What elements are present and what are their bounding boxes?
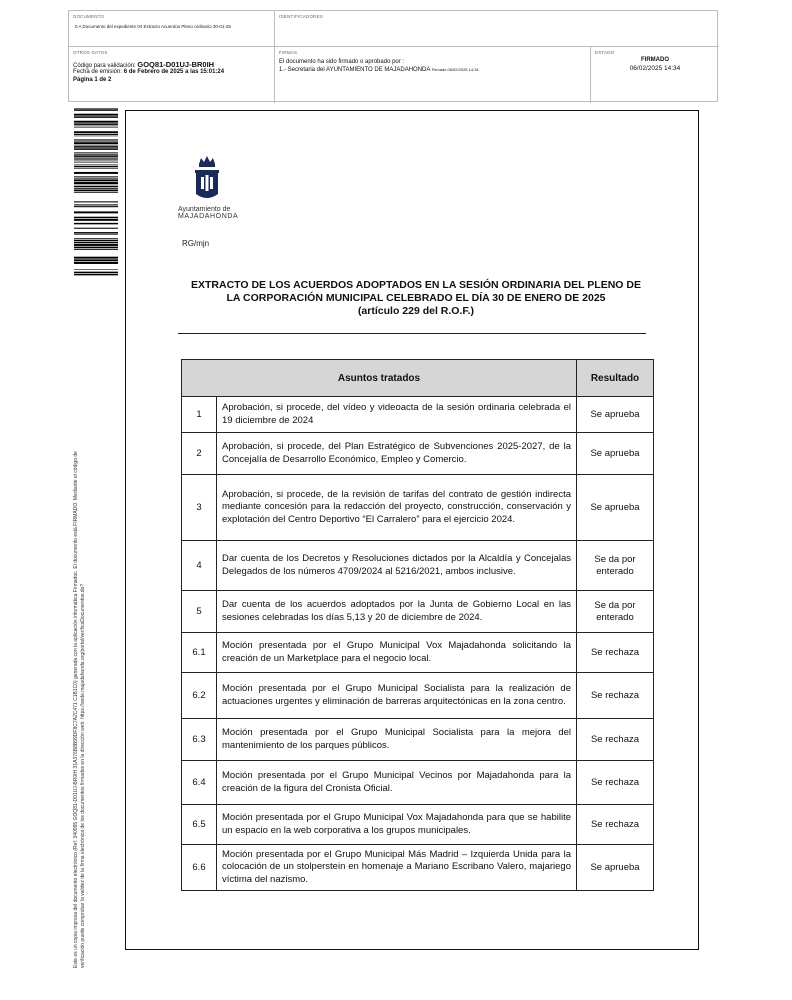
estado-value: FIRMADO (641, 57, 669, 63)
row-result: Se rechaza (577, 761, 654, 805)
row-number: 6.2 (182, 673, 217, 719)
title-line1: EXTRACTO DE LOS ACUERDOS ADOPTADOS EN LA SESIÓN ORDINARIA DEL PLENO DE (191, 279, 641, 291)
side-text-line2: verificación puede comprobar la validez de la firma electrónica de los documentos firmados en la dirección web: https://sede.majadahonda.org/portal/verificaDocumentos.do? (80, 583, 86, 968)
row-description: Aprobación, si procede, del Plan Estratégico de Subvenciones 2025-2027, de la Concejalía de Desarrollo Económico, Empleo y Comercio. (217, 433, 577, 475)
row-result: Se aprueba (577, 433, 654, 475)
col-asuntos-header: Asuntos tratados (182, 360, 577, 397)
row-result: Se rechaza (577, 633, 654, 673)
row-description: Moción presentada por el Grupo Municipal Socialista para la mejora del mantenimiento de los parques públicos. (217, 719, 577, 761)
fecha-value: 6 de Febrero de 2025 a las 15:01:24 (123, 69, 225, 75)
pagina-indicator: Página 1 de 2 (73, 77, 112, 83)
table-header-row (182, 360, 654, 397)
documento-value: 0 A Documento del expediente 04 Extracto Acuerdos Pleno ordinario 30-01-25 (75, 24, 231, 29)
logo-text-line1: Ayuntamiento de (178, 206, 231, 213)
table-row (182, 475, 654, 541)
row-description: Dar cuenta de los acuerdos adoptados por la Junta de Gobierno Local en las sesiones celebradas los días 5,13 y 20 de diciembre de 2024. (217, 591, 577, 633)
estado-cell (591, 47, 719, 103)
codigo-validacion (73, 60, 214, 69)
table-row (182, 541, 654, 591)
row-description: Moción presentada por el Grupo Municipal Vox Majadahonda solicitando la creación de un Marketplace para el negocio local. (217, 633, 577, 673)
barcode-image (74, 108, 118, 276)
table-row (182, 433, 654, 475)
identificadores-label: IDENTIFICADORES (279, 14, 324, 19)
side-verification-text (73, 451, 87, 968)
title-divider (178, 333, 646, 334)
row-result: Se aprueba (577, 845, 654, 891)
signature-header (68, 10, 718, 102)
document-title (176, 279, 656, 318)
document-page (125, 110, 699, 950)
firmas-intro: El documento ha sido firmado o aprobado por : (279, 59, 405, 65)
table-row (182, 761, 654, 805)
documento-label: DOCUMENTO (73, 14, 105, 19)
row-number: 3 (182, 475, 217, 541)
row-description: Dar cuenta de los Decretos y Resoluciones dictados por la Alcaldía y Concejalas Delegados de los números 4709/2024 al 5216/2021, ambos inclusive. (217, 541, 577, 591)
row-result: Se aprueba (577, 475, 654, 541)
row-result: Se da por enterado (577, 541, 654, 591)
firmante (279, 67, 479, 73)
fecha-label: Fecha de emisión: (73, 69, 123, 75)
row-result: Se rechaza (577, 673, 654, 719)
table-row (182, 719, 654, 761)
row-description: Aprobación, si procede, de la revisión de tarifas del contrato de gestión indirecta mediante concesión para la redacción del proyecto, construcción, conservación y explotación del Centro Deportivo “El Carralero” para el ejercicio 2024. (217, 475, 577, 541)
otros-datos-label: OTROS DATOS (73, 50, 108, 55)
estado-label: ESTADO (595, 50, 615, 55)
codigo-value: GOQ81-D01UJ-BR0IH (137, 60, 215, 69)
firmas-cell (275, 47, 591, 103)
row-description: Moción presentada por el Grupo Municipal Vecinos por Majadahonda para la creación de la figura del Cronista Oficial. (217, 761, 577, 805)
row-number: 6.5 (182, 805, 217, 845)
row-number: 1 (182, 397, 217, 433)
row-description: Moción presentada por el Grupo Municipal Más Madrid – Izquierda Unida para la colocación de un stolperstein en homenaje a Mariano Escribano Valero, majariego víctima del nazismo. (217, 845, 577, 891)
row-number: 2 (182, 433, 217, 475)
fecha-emision (73, 69, 224, 75)
table-row (182, 397, 654, 433)
title-line2: LA CORPORACIÓN MUNICIPAL CELEBRADO EL DÍA 30 DE ENERO DE 2025 (226, 292, 606, 304)
row-description: Aprobación, si procede, del vídeo y videoacta de la sesión ordinaria celebrada el 19 diciembre de 2024 (217, 397, 577, 433)
table-row (182, 845, 654, 891)
municipality-logo (178, 156, 246, 220)
row-number: 4 (182, 541, 217, 591)
identificadores-cell (275, 11, 719, 47)
title-line3: (artículo 229 del R.O.F.) (357, 305, 475, 317)
documento-cell (69, 11, 275, 47)
otros-datos-cell (69, 47, 275, 103)
firmante-fecha: Firmado 06/02/2025 14:34 (431, 67, 479, 72)
firmas-label: FIRMAS (279, 50, 298, 55)
logo-text-line2: MAJADAHONDA (178, 213, 239, 220)
table-row (182, 805, 654, 845)
codigo-label: Código para validación: (73, 63, 136, 69)
document-reference: RG/mjn (182, 239, 210, 248)
row-description: Moción presentada por el Grupo Municipal Vox Majadahonda para que se habilite un espacio en la web corporativa a los grupos municipales. (217, 805, 577, 845)
crown-tower-icon (192, 156, 222, 204)
row-result: Se rechaza (577, 719, 654, 761)
row-result: Se aprueba (577, 397, 654, 433)
row-number: 5 (182, 591, 217, 633)
row-description: Moción presentada por el Grupo Municipal Socialista para la realización de actuaciones urgentes y eliminación de barreras arquitectónicas en la zona centro. (217, 673, 577, 719)
row-number: 6.4 (182, 761, 217, 805)
row-number: 6.6 (182, 845, 217, 891)
row-number: 6.3 (182, 719, 217, 761)
side-text-line1: Este es un copia impresa del documento electrónico (Ref: 340995 GOQ81-D01UJ-BR0IH 31A376B8B99DF8C7A2C471 C1B1C0) generada con la aplicación informática Firmadoc. El documento está FIRMADO. Mediante el código de (73, 451, 79, 968)
agreements-table (181, 359, 654, 891)
row-result: Se da por enterado (577, 591, 654, 633)
table-row (182, 633, 654, 673)
firmante-name: 1.- Secretaria del AYUNTAMIENTO DE MAJADAHONDA (279, 67, 431, 73)
table-row (182, 673, 654, 719)
col-resultado-header: Resultado (577, 360, 654, 397)
row-result: Se rechaza (577, 805, 654, 845)
row-number: 6.1 (182, 633, 217, 673)
table-row (182, 591, 654, 633)
estado-fecha: 06/02/2025 14:34 (629, 65, 681, 72)
